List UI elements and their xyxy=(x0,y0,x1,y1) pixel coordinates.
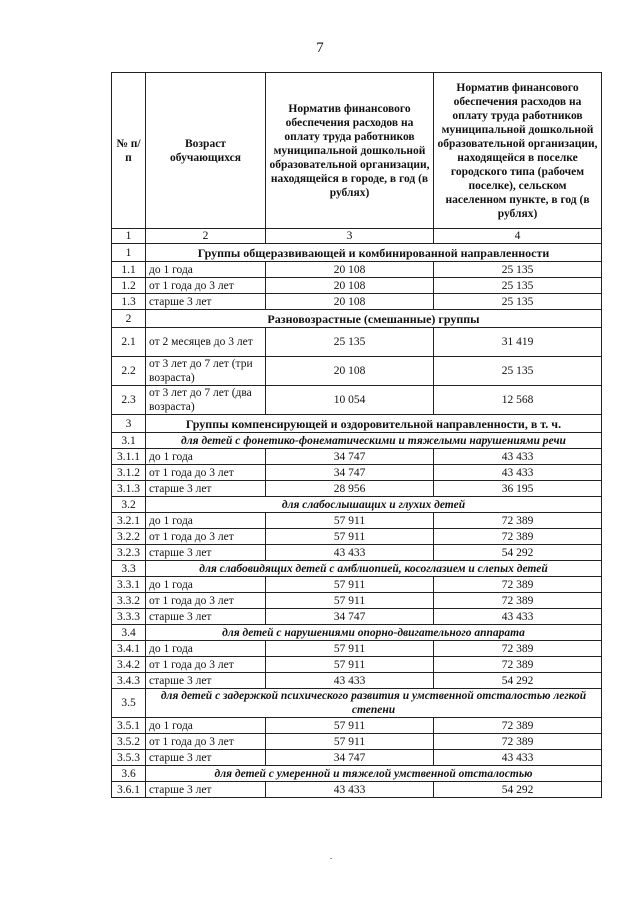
row-number: 3.5 xyxy=(112,689,146,718)
section-title: Группы общеразвивающей и комбинированной направленности xyxy=(146,244,602,262)
rural-value-cell: 54 292 xyxy=(434,545,602,561)
subsection-row xyxy=(112,433,602,449)
city-value-cell: 43 433 xyxy=(266,545,434,561)
city-value-cell: 57 911 xyxy=(266,734,434,750)
age-cell: старше 3 лет xyxy=(146,673,266,689)
page-number: 7 xyxy=(316,40,324,56)
header-row xyxy=(112,73,602,229)
subsection-title: для детей с задержкой психического развития и умственной отсталостью легкой степени xyxy=(146,689,602,718)
row-number: 2.2 xyxy=(112,357,146,386)
table-row xyxy=(112,641,602,657)
row-number: 3.2.3 xyxy=(112,545,146,561)
age-cell: до 1 года xyxy=(146,718,266,734)
row-number: 1.1 xyxy=(112,262,146,278)
rural-value-cell: 54 292 xyxy=(434,782,602,798)
age-cell: от 3 лет до 7 лет (три возраста) xyxy=(146,357,266,386)
age-cell: старше 3 лет xyxy=(146,545,266,561)
table-row xyxy=(112,529,602,545)
row-number: 2 xyxy=(112,310,146,328)
section-row xyxy=(112,244,602,262)
table-row xyxy=(112,593,602,609)
table-row xyxy=(112,278,602,294)
rural-value-cell: 54 292 xyxy=(434,673,602,689)
age-cell: от 1 года до 3 лет xyxy=(146,657,266,673)
subsection-title: для слабовидящих детей с амблиопией, косоглазием и слепых детей xyxy=(146,561,602,577)
table-row xyxy=(112,750,602,766)
row-number: 2.3 xyxy=(112,386,146,415)
row-number: 3.1 xyxy=(112,433,146,449)
scan-speck xyxy=(330,858,332,859)
row-number: 3.1.2 xyxy=(112,465,146,481)
table-row xyxy=(112,465,602,481)
row-number: 3.5.2 xyxy=(112,734,146,750)
city-value-cell: 34 747 xyxy=(266,465,434,481)
city-value-cell: 20 108 xyxy=(266,262,434,278)
age-cell: от 2 месяцев до 3 лет xyxy=(146,328,266,357)
age-cell: от 1 года до 3 лет xyxy=(146,278,266,294)
table-row xyxy=(112,386,602,415)
row-number: 3.2.2 xyxy=(112,529,146,545)
table-row xyxy=(112,673,602,689)
column-number-row xyxy=(112,229,602,244)
section-row xyxy=(112,310,602,328)
age-cell: от 1 года до 3 лет xyxy=(146,734,266,750)
city-value-cell: 25 135 xyxy=(266,328,434,357)
column-number: 1 xyxy=(112,229,146,244)
rural-value-cell: 72 389 xyxy=(434,593,602,609)
table-row xyxy=(112,262,602,278)
subsection-row xyxy=(112,625,602,641)
table-row xyxy=(112,577,602,593)
rural-value-cell: 43 433 xyxy=(434,465,602,481)
subsection-title: для детей с фонетико-фонематическими и тяжелыми нарушениями речи xyxy=(146,433,602,449)
city-value-cell: 57 911 xyxy=(266,513,434,529)
row-number: 3.2.1 xyxy=(112,513,146,529)
age-cell: старше 3 лет xyxy=(146,294,266,310)
column-number: 4 xyxy=(434,229,602,244)
table-row xyxy=(112,545,602,561)
row-number: 3.3 xyxy=(112,561,146,577)
table-row xyxy=(112,513,602,529)
header-city-norm: Норматив финансового обеспечения расходов на оплату труда работников муниципальной дошкольной образовательной организации, находящейся в городе, в год (в рублях) xyxy=(266,73,434,229)
rural-value-cell: 72 389 xyxy=(434,734,602,750)
row-number: 3.3.3 xyxy=(112,609,146,625)
age-cell: старше 3 лет xyxy=(146,609,266,625)
subsection-title: для детей с нарушениями опорно-двигательного аппарата xyxy=(146,625,602,641)
rural-value-cell: 72 389 xyxy=(434,657,602,673)
city-value-cell: 43 433 xyxy=(266,782,434,798)
table-row xyxy=(112,328,602,357)
table-row xyxy=(112,609,602,625)
city-value-cell: 20 108 xyxy=(266,357,434,386)
age-cell: от 1 года до 3 лет xyxy=(146,529,266,545)
row-number: 3.4.2 xyxy=(112,657,146,673)
row-number: 3.5.3 xyxy=(112,750,146,766)
row-number: 3.2 xyxy=(112,497,146,513)
row-number: 3.3.2 xyxy=(112,593,146,609)
row-number: 3.1.3 xyxy=(112,481,146,497)
age-cell: до 1 года xyxy=(146,641,266,657)
row-number: 3.1.1 xyxy=(112,449,146,465)
row-number: 3.6.1 xyxy=(112,782,146,798)
norm-table xyxy=(111,72,602,798)
subsection-title: для слабослышащих и глухих детей xyxy=(146,497,602,513)
age-cell: от 1 года до 3 лет xyxy=(146,465,266,481)
rural-value-cell: 25 135 xyxy=(434,357,602,386)
header-age: Возраст обучающихся xyxy=(146,73,266,229)
city-value-cell: 20 108 xyxy=(266,278,434,294)
city-value-cell: 20 108 xyxy=(266,294,434,310)
city-value-cell: 57 911 xyxy=(266,657,434,673)
rural-value-cell: 25 135 xyxy=(434,294,602,310)
table-row xyxy=(112,734,602,750)
row-number: 3.4 xyxy=(112,625,146,641)
rural-value-cell: 31 419 xyxy=(434,328,602,357)
table-row xyxy=(112,657,602,673)
age-cell: до 1 года xyxy=(146,449,266,465)
rural-value-cell: 43 433 xyxy=(434,750,602,766)
age-cell: от 3 лет до 7 лет (два возраста) xyxy=(146,386,266,415)
city-value-cell: 34 747 xyxy=(266,750,434,766)
city-value-cell: 57 911 xyxy=(266,641,434,657)
row-number: 1.3 xyxy=(112,294,146,310)
table-row xyxy=(112,449,602,465)
city-value-cell: 57 911 xyxy=(266,577,434,593)
age-cell: старше 3 лет xyxy=(146,782,266,798)
row-number: 3.6 xyxy=(112,766,146,782)
row-number: 1.2 xyxy=(112,278,146,294)
row-number: 3.4.3 xyxy=(112,673,146,689)
row-number: 3.4.1 xyxy=(112,641,146,657)
city-value-cell: 10 054 xyxy=(266,386,434,415)
column-number: 3 xyxy=(266,229,434,244)
age-cell: от 1 года до 3 лет xyxy=(146,593,266,609)
age-cell: старше 3 лет xyxy=(146,481,266,497)
row-number: 3.5.1 xyxy=(112,718,146,734)
table-row xyxy=(112,481,602,497)
rural-value-cell: 72 389 xyxy=(434,529,602,545)
rural-value-cell: 43 433 xyxy=(434,609,602,625)
rural-value-cell: 72 389 xyxy=(434,577,602,593)
section-title: Разновозрастные (смешанные) группы xyxy=(146,310,602,328)
city-value-cell: 28 956 xyxy=(266,481,434,497)
age-cell: до 1 года xyxy=(146,262,266,278)
rural-value-cell: 12 568 xyxy=(434,386,602,415)
city-value-cell: 57 911 xyxy=(266,529,434,545)
row-number: 2.1 xyxy=(112,328,146,357)
city-value-cell: 34 747 xyxy=(266,609,434,625)
subsection-row xyxy=(112,561,602,577)
rural-value-cell: 72 389 xyxy=(434,641,602,657)
header-rural-norm: Норматив финансового обеспечения расходов на оплату труда работников муниципальной дошкольной образовательной организации, находящейся в поселке городского типа (рабочем поселке), сельском населенном пункте, в год (в рублях) xyxy=(434,73,602,229)
rural-value-cell: 25 135 xyxy=(434,278,602,294)
section-row xyxy=(112,415,602,433)
city-value-cell: 57 911 xyxy=(266,593,434,609)
rural-value-cell: 72 389 xyxy=(434,513,602,529)
section-title: Группы компенсирующей и оздоровительной направленности, в т. ч. xyxy=(146,415,602,433)
age-cell: до 1 года xyxy=(146,513,266,529)
rural-value-cell: 43 433 xyxy=(434,449,602,465)
age-cell: до 1 года xyxy=(146,577,266,593)
subsection-row xyxy=(112,689,602,718)
rural-value-cell: 36 195 xyxy=(434,481,602,497)
header-number: № п/п xyxy=(112,73,146,229)
column-number: 2 xyxy=(146,229,266,244)
table-row xyxy=(112,294,602,310)
city-value-cell: 43 433 xyxy=(266,673,434,689)
city-value-cell: 57 911 xyxy=(266,718,434,734)
row-number: 1 xyxy=(112,244,146,262)
row-number: 3.3.1 xyxy=(112,577,146,593)
table-row xyxy=(112,357,602,386)
table-row xyxy=(112,782,602,798)
subsection-title: для детей с умеренной и тяжелой умственной отсталостью xyxy=(146,766,602,782)
rural-value-cell: 72 389 xyxy=(434,718,602,734)
age-cell: старше 3 лет xyxy=(146,750,266,766)
table-row xyxy=(112,718,602,734)
city-value-cell: 34 747 xyxy=(266,449,434,465)
rural-value-cell: 25 135 xyxy=(434,262,602,278)
subsection-row xyxy=(112,766,602,782)
row-number: 3 xyxy=(112,415,146,433)
subsection-row xyxy=(112,497,602,513)
